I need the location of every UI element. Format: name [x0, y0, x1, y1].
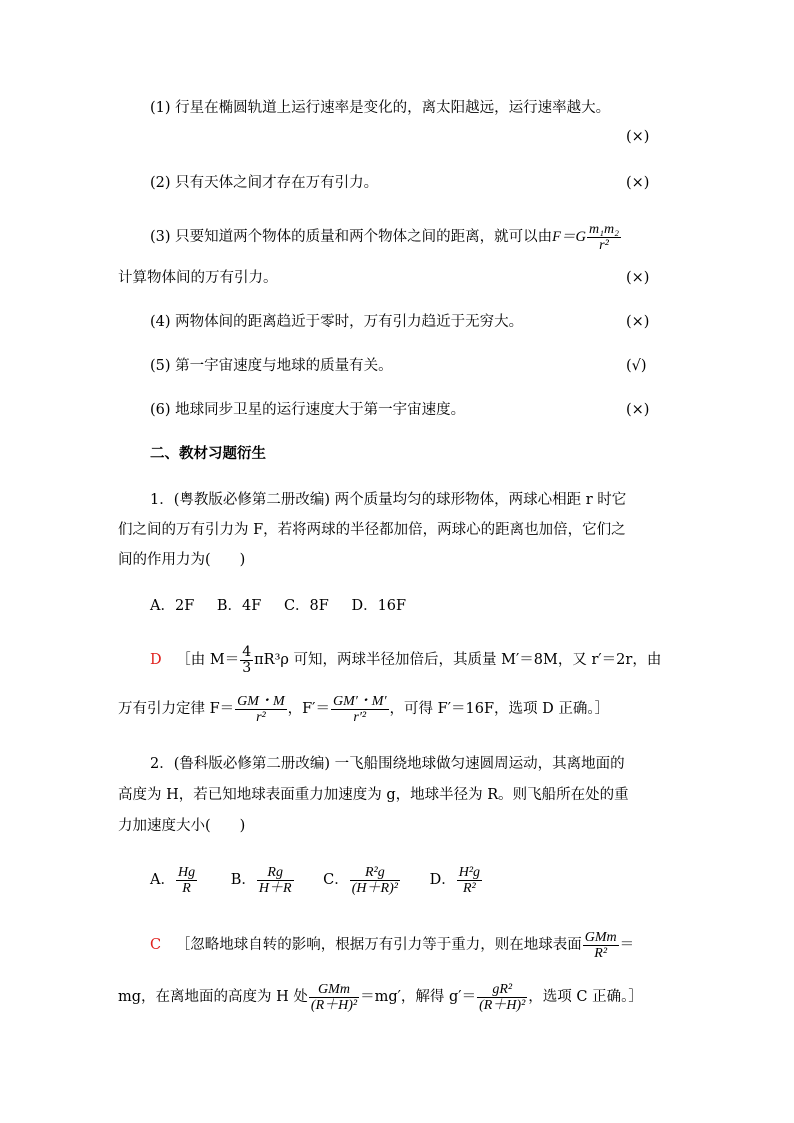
- q1-expl-fraction-f-prime: $\frac{GM'・M'}{\text{r′²}}$: [332, 693, 387, 725]
- judgment-6-mark: (×): [626, 402, 650, 418]
- q2-expl-fraction-1: $\frac{\text{GMm}}{\text{R²}}$: [584, 929, 617, 961]
- q2-option-b: B． $\frac{Rg}{H+R}$: [230, 864, 292, 896]
- q1-options: [150, 596, 406, 616]
- judgment-5-mark: (√): [626, 358, 647, 374]
- q1-option-d: D．16F: [351, 598, 407, 614]
- judgment-3-text-a: (3) 只要知道两个物体的质量和两个物体之间的距离，就可以由: [150, 229, 553, 245]
- judgment-1-mark: (×): [626, 129, 650, 145]
- q1-expl-a: ［由 M＝: [176, 652, 240, 668]
- q2-expl-a: ［忽略地球自转的影响，根据万有引力等于重力，则在地球表面: [175, 937, 582, 953]
- q2-expl-fraction-2: $\frac{\text{GMm}}{\text{(R＋H)²}}$: [310, 981, 358, 1013]
- q1-expl-b: πR³ρ 可知，两球半径加倍后，其质量 M′＝8M，又 r′＝2r，由: [254, 652, 662, 668]
- q1-line1: 1．(粤教版必修第二册改编) 两个质量均匀的球形物体，两球心相距 r 时它: [150, 492, 627, 508]
- q2-line3: 力加速度大小( ): [118, 818, 246, 834]
- judgment-3-line1: [150, 218, 622, 256]
- q1-option-c: C．8F: [283, 598, 329, 614]
- q2-option-d: D． $\frac{\text{H²g}}{\text{R²}}$: [429, 864, 481, 896]
- q1-expl-fraction-f: $\frac{GM・M}{\text{r²}}$: [237, 693, 285, 725]
- judgment-3-text-b: 计算物体间的万有引力。: [118, 270, 278, 286]
- judgment-2-text: (2) 只有天体之间才存在万有引力。: [150, 175, 379, 191]
- q1-option-b: B．4F: [216, 598, 262, 614]
- q2-line1: 2．(鲁科版必修第二册改编) 一飞船围绕地球做匀速圆周运动，其离地面的: [150, 756, 625, 772]
- q2-option-a: A． $\frac{Hg}{R}$: [150, 864, 196, 896]
- q2-expl-fraction-3: $\frac{\text{gR²}}{\text{(R＋H)²}}$: [479, 981, 526, 1013]
- q2-line2: 高度为 H，若已知地球表面重力加速度为 g，地球半径为 R。则飞船所在处的重: [118, 787, 629, 803]
- judgment-2-mark: (×): [626, 175, 650, 191]
- judgment-4-text: (4) 两物体间的距离趋近于零时，万有引力趋近于无穷大。: [150, 314, 524, 330]
- q2-expl-c: mg，在离地面的高度为 H 处: [118, 989, 308, 1005]
- q1-line3: 间的作用力为( ): [118, 552, 246, 568]
- q2-answer: C: [150, 937, 162, 953]
- q2-explanation-line2: [118, 977, 643, 1017]
- judgment-1-text: (1) 行星在椭圆轨道上运行速率是变化的，离太阳越远，运行速率越大。: [150, 100, 611, 116]
- judgment-3-formula-fraction: $\frac{\text{m₁m₂}}{\text{r²}}$: [589, 221, 619, 253]
- judgment-3-mark: (×): [626, 270, 650, 286]
- judgment-5-text: (5) 第一宇宙速度与地球的质量有关。: [150, 358, 393, 374]
- section-title: 二、教材习题衍生: [150, 445, 266, 462]
- q2-expl-e: ，选项 C 正确。］: [528, 989, 643, 1005]
- q1-explanation-line2: [118, 690, 609, 728]
- q2-expl-b: ＝: [619, 937, 635, 953]
- q1-option-a: A．2F: [150, 598, 195, 614]
- q1-expl-fraction-4-3: $\frac{4}{3}$: [242, 643, 252, 676]
- q2-option-c: C． $\frac{\text{R²g}}{\text{(H＋R)²}}$: [323, 864, 398, 896]
- q1-expl-d: ，F′＝: [287, 701, 330, 717]
- q2-expl-d: ＝mg′，解得 g′＝: [360, 989, 477, 1005]
- judgment-6-text: (6) 地球同步卫星的运行速度大于第一宇宙速度。: [150, 402, 466, 418]
- q1-line2: 们之间的万有引力为 F，若将两球的半径都加倍，两球心的距离也加倍，它们之: [118, 522, 626, 538]
- judgment-3-formula-lhs: F＝G: [552, 229, 586, 245]
- judgment-4-mark: (×): [626, 314, 650, 330]
- q2-options: [150, 858, 483, 902]
- q1-expl-c: 万有引力定律 F＝: [118, 701, 235, 717]
- q2-explanation-line1: [150, 925, 634, 965]
- q1-expl-e: ，可得 F′＝16F，选项 D 正确。］: [389, 701, 610, 717]
- q1-explanation-line1: [150, 641, 661, 679]
- q1-answer: D: [150, 652, 162, 668]
